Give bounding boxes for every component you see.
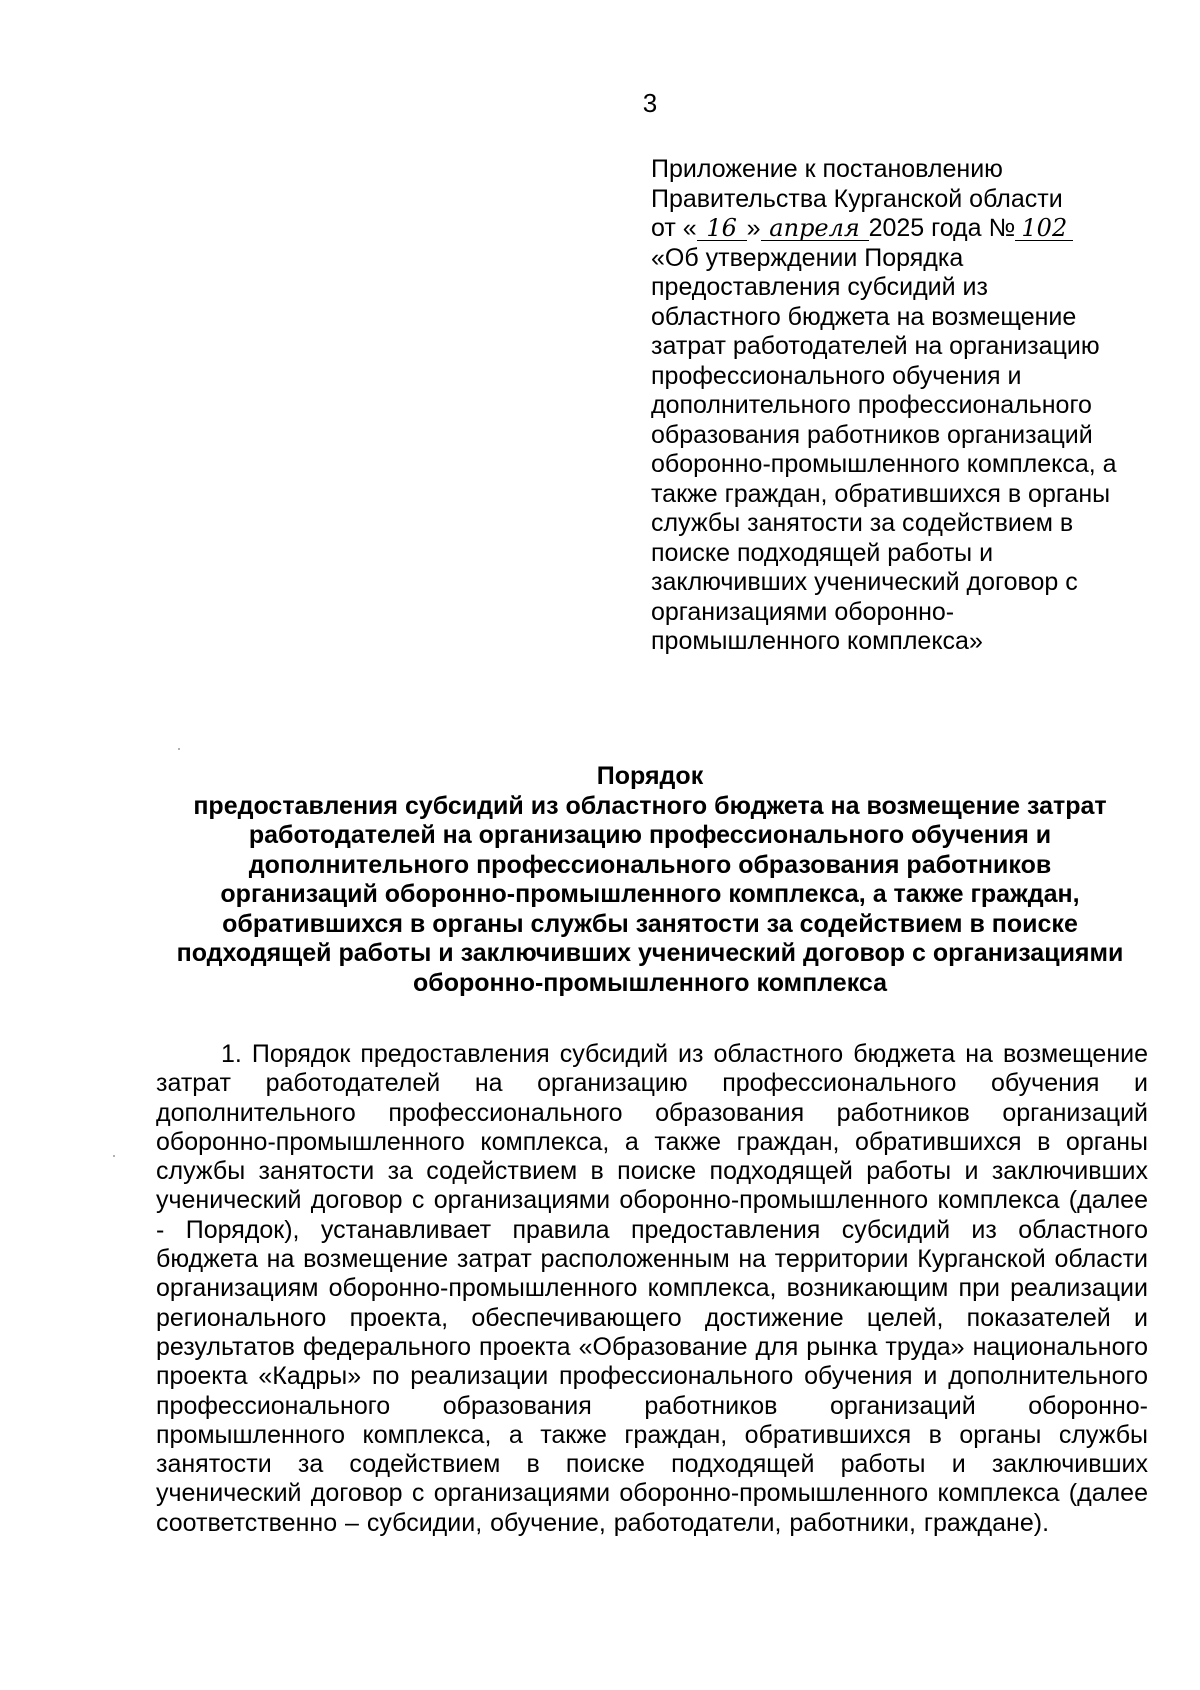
handwritten-number: 102: [1015, 216, 1073, 241]
title-line: дополнительного профессионального образования работников: [248, 850, 1052, 879]
appendix-line: организациями оборонно-: [651, 597, 955, 626]
paragraph-1: 1. Порядок предоставления субсидий из областного бюджета на возмещение затрат работодателей на организацию профессионального обучения и дополнительного профессионального образования работников организаций оборонно-промышленного комплекса, а также граждан, обратившихся в органы службы занятости за содействием в поиске подходящей работы и заключивших ученический договор с организациями оборонно-промышленного комплекса (далее - Порядок), устанавливает правила предоставления субсидий из областного бюджета на возмещение затрат расположенным на территории Курганской области организациям оборонно-промышленного комплекса, возникающим при реализации регионального проекта, обеспечивающего достижение целей, показателей и результатов федерального проекта «Образование для рынка труда» национального проекта «Кадры» по реализации профессионального обучения и дополнительного профессионального образования работников организаций оборонно-промышленного комплекса, а также граждан, обратившихся в органы службы занятости за содействием в поиске подходящей работы и заключивших ученический договор с организациями оборонно-промышленного комплекса (далее соответственно – субсидии, обучение, работодатели, работники, граждане).: [156, 1040, 1148, 1537]
handwritten-day: 16: [697, 216, 747, 241]
appendix-line: дополнительного профессионального: [651, 391, 1092, 419]
title-line: подходящей работы и заключивших ученический договор с организациями: [176, 939, 1124, 967]
title-line: оборонно-промышленного комплекса: [412, 968, 887, 997]
title-line: организаций оборонно-промышленного комплекса, а также граждан,: [220, 880, 1080, 908]
title-line: обратившихся в органы службы занятости за содействием в поиске: [222, 909, 1078, 938]
appendix-line: заключивших ученический договор с: [651, 568, 1078, 596]
appendix-line: службы занятости за содействием в: [651, 509, 1074, 537]
appendix-block: [651, 155, 1171, 657]
date-prefix: от «: [651, 214, 697, 242]
appendix-line: Правительства Курганской области: [651, 184, 1063, 213]
appendix-line: образования работников организаций: [651, 420, 1093, 449]
page-number: 3: [642, 88, 658, 118]
appendix-line: профессионального обучения и: [651, 361, 1022, 390]
title-heading: Порядок: [596, 762, 704, 790]
title-line: предоставления субсидий из областного бюджета на возмещение затрат: [193, 791, 1107, 820]
appendix-date-line: [651, 214, 1171, 244]
appendix-line: оборонно-промышленного комплекса, а: [651, 450, 1117, 478]
handwritten-month: апреля: [761, 216, 869, 241]
year-text: 2025 года №: [868, 214, 1016, 242]
appendix-line: промышленного комплекса»: [651, 627, 983, 655]
date-mid: »: [746, 214, 761, 242]
appendix-line: затрат работодателей на организацию: [651, 332, 1100, 360]
scan-speck: [178, 748, 180, 750]
appendix-line: областного бюджета на возмещение: [651, 302, 1077, 331]
appendix-line: также граждан, обратившихся в органы: [651, 479, 1111, 508]
appendix-line: Приложение к постановлению: [651, 155, 1003, 183]
document-title: [150, 762, 1150, 998]
title-line: работодателей на организацию профессионального обучения и: [248, 821, 1052, 849]
scan-speck: [113, 1155, 115, 1157]
appendix-line: поиске подходящей работы и: [651, 538, 994, 567]
appendix-line: предоставления субсидий из: [651, 273, 988, 301]
appendix-line: «Об утверждении Порядка: [651, 243, 964, 272]
